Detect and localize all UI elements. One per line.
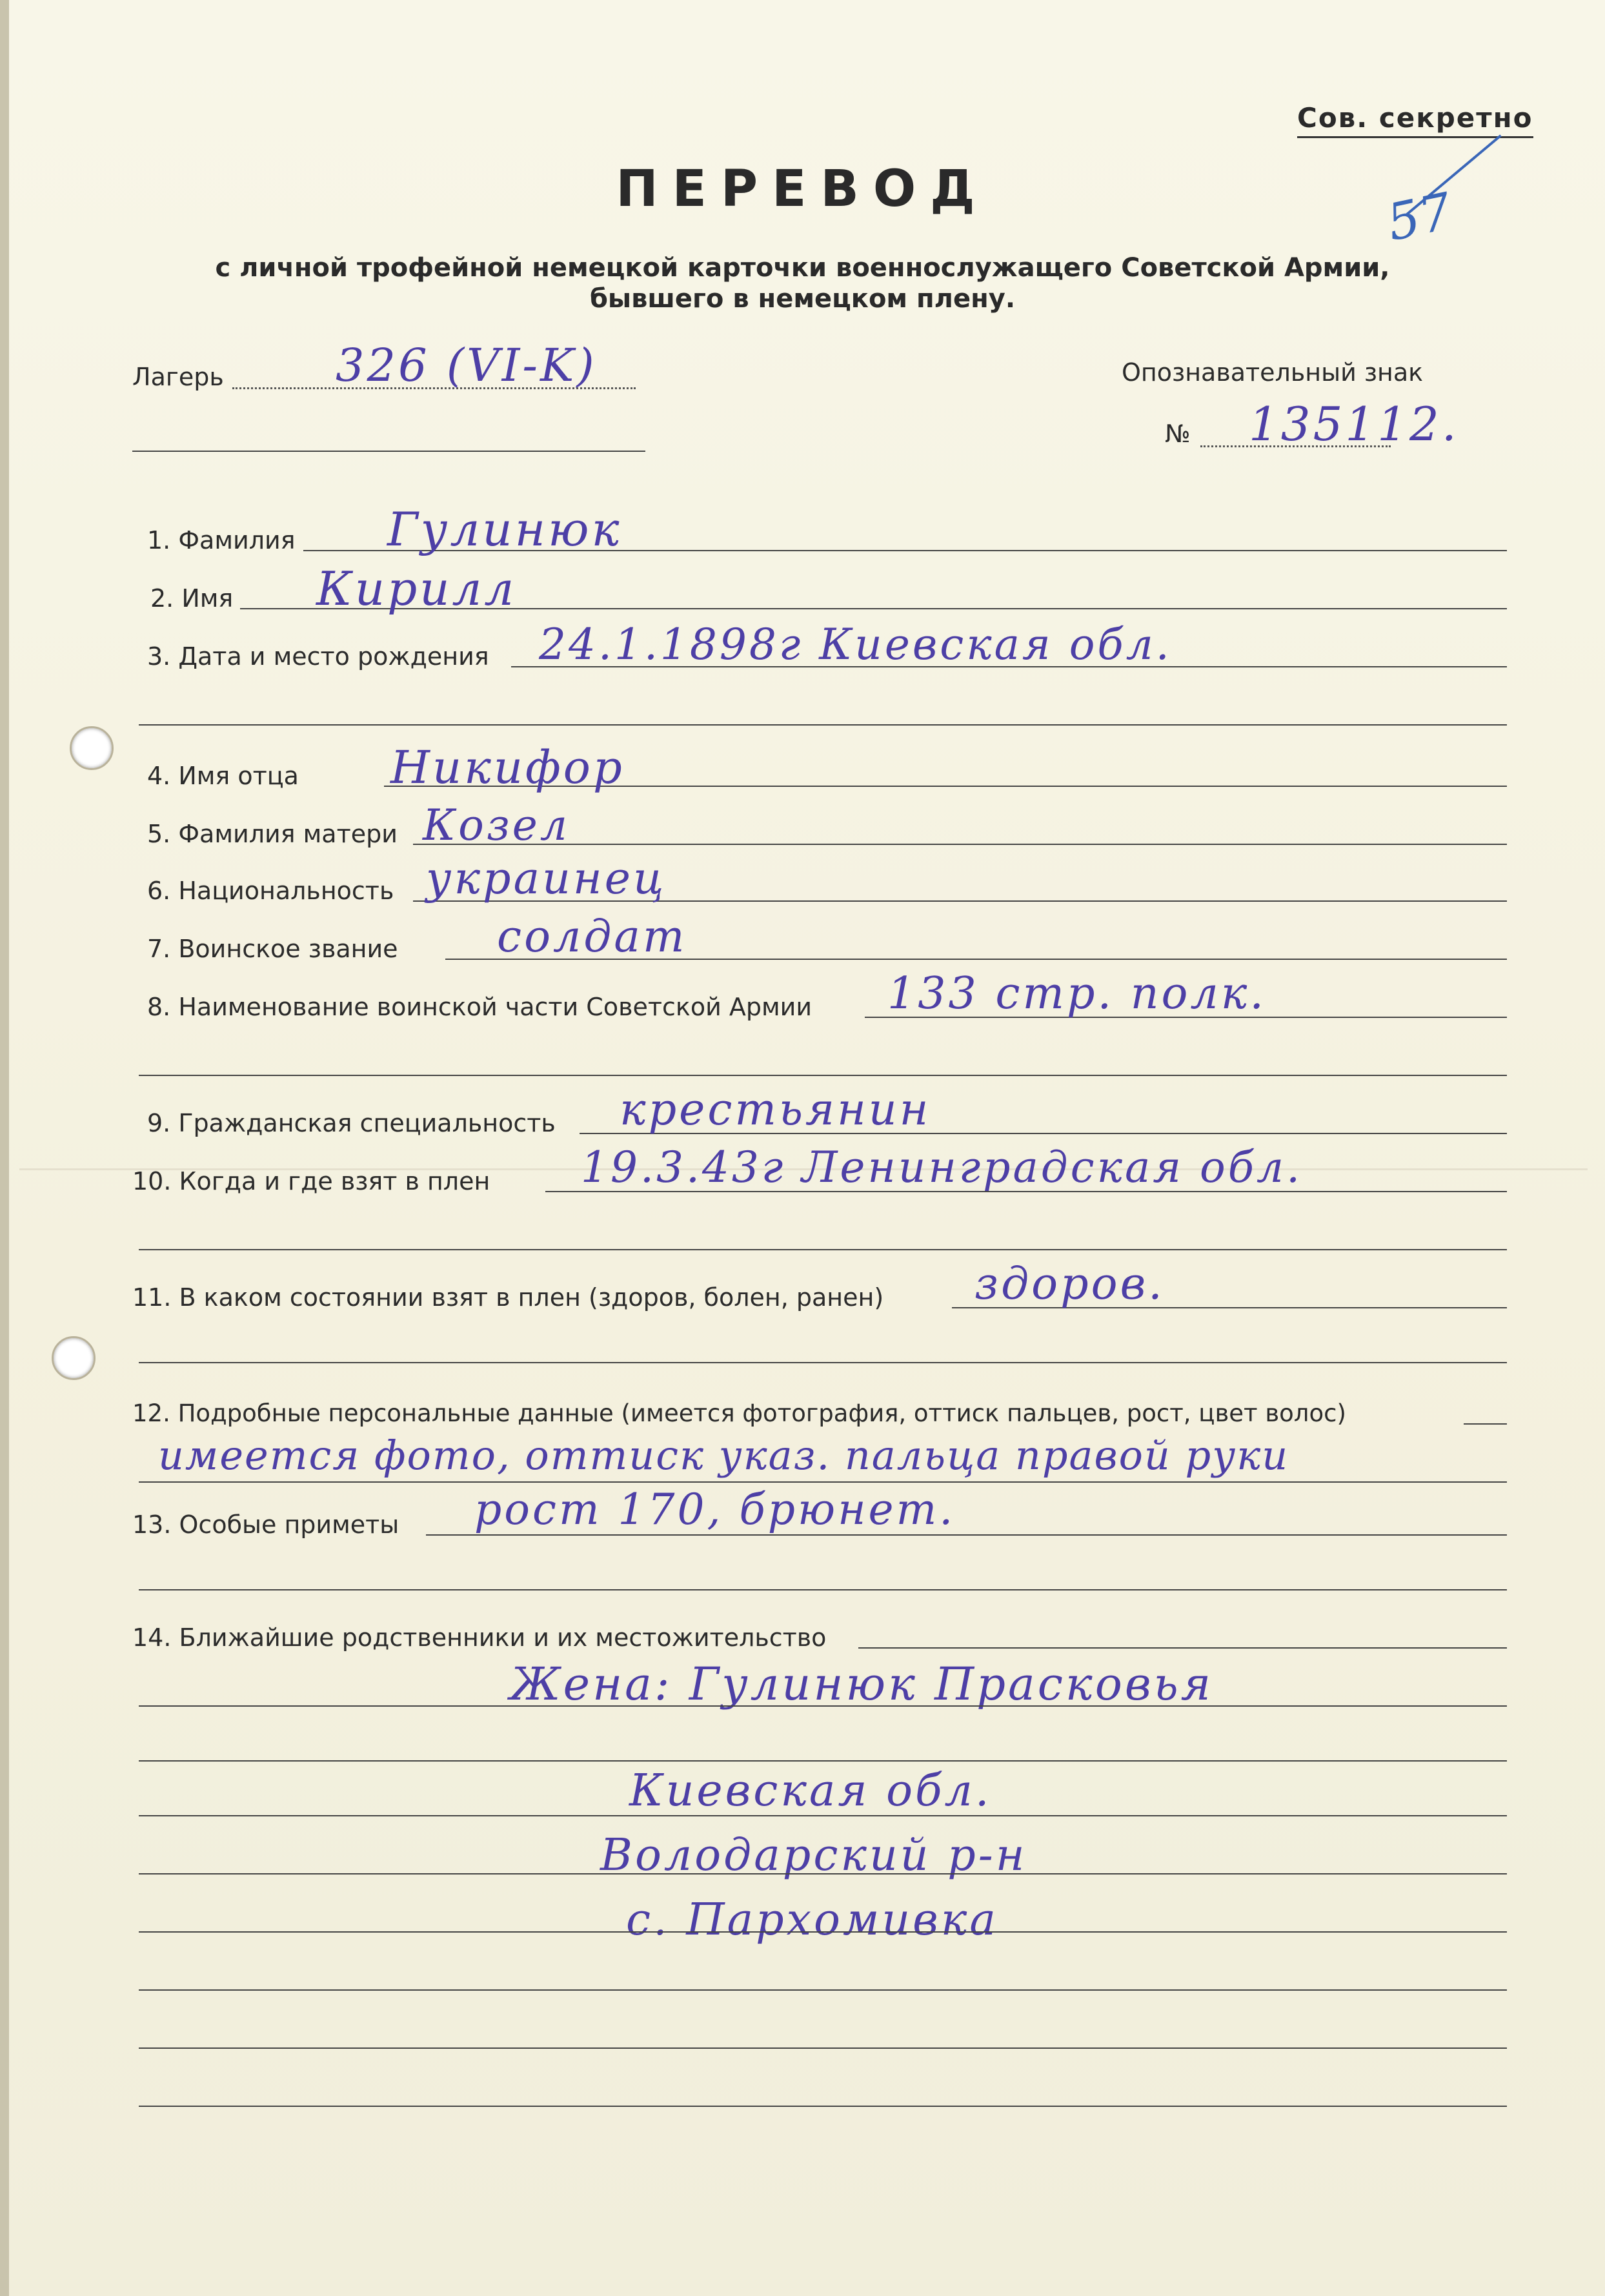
punch-hole-top	[70, 726, 114, 770]
field-13-value: рост 170, брюнет.	[474, 1485, 956, 1534]
field-5-label: 5. Фамилия матери	[147, 820, 398, 848]
field-3-extra-line	[139, 724, 1507, 726]
field-13-line	[426, 1534, 1507, 1536]
field-1-value: Гулинюк	[387, 502, 622, 556]
field-11-value: здоров.	[974, 1259, 1165, 1310]
id-tag-label: Опознавательный знак	[1122, 358, 1424, 387]
field-14-label: 14. Ближайшие родственники и их местожительство	[132, 1623, 827, 1652]
field-8-value: 133 стр. полк.	[887, 968, 1266, 1019]
field-6-label: 6. Национальность	[147, 877, 394, 905]
document-title: ПЕРЕВОД	[616, 160, 989, 218]
field-9-label: 9. Гражданская специальность	[147, 1109, 556, 1137]
field-13-extra-line	[139, 1589, 1507, 1590]
field-7-label: 7. Воинское звание	[147, 935, 398, 963]
classification-label: Сов. секретно	[1297, 102, 1533, 138]
field-14-line-3	[139, 1760, 1507, 1762]
field-3-value: 24.1.1898г Киевская обл.	[539, 620, 1172, 669]
field-2-label: 2. Имя	[150, 584, 234, 613]
field-12-tail-line	[1464, 1423, 1507, 1425]
field-5-line	[413, 844, 1507, 845]
camp-label: Лагерь	[132, 363, 224, 391]
field-14-line-6	[139, 1931, 1507, 1933]
field-5-value: Козел	[423, 800, 570, 850]
field-9-value: крестьянин	[620, 1084, 931, 1135]
field-12-line	[139, 1481, 1507, 1483]
field-14-line	[858, 1647, 1507, 1649]
field-2-value: Кирилл	[316, 562, 517, 616]
field-14-line-4	[139, 1815, 1507, 1816]
id-number-value: 135112.	[1249, 397, 1459, 451]
field-7-value: солдат	[497, 911, 687, 962]
camp-extra-line	[132, 451, 645, 452]
field-10-extra-line	[139, 1249, 1507, 1250]
field-11-extra-line	[139, 1362, 1507, 1363]
field-8-extra-line	[139, 1075, 1507, 1076]
scan-edge	[0, 0, 9, 2296]
field-14-line-7	[139, 1989, 1507, 1991]
field-14-value-2: Киевская обл.	[629, 1765, 992, 1816]
field-6-value: украинец	[426, 853, 667, 904]
margin-note: 57	[1382, 182, 1457, 253]
id-number-label: №	[1165, 420, 1191, 448]
field-13-label: 13. Особые приметы	[132, 1510, 399, 1539]
subtitle-line-2: бывшего в немецком плену.	[589, 284, 1016, 314]
field-4-value: Никифор	[390, 741, 625, 794]
field-3-label: 3. Дата и место рождения	[147, 642, 489, 671]
field-14-value-1: Жена: Гулинюк Прасковья	[510, 1658, 1214, 1711]
field-14-value-4: с. Пархомивка	[626, 1895, 998, 1946]
field-4-label: 4. Имя отца	[147, 762, 299, 790]
field-14-line-5	[139, 1873, 1507, 1874]
field-14-line-2	[139, 1705, 1507, 1707]
field-10-value: 19.3.43г Ленинградская обл.	[581, 1143, 1303, 1192]
field-12-value: имеется фото, оттиск указ. пальца правой руки	[158, 1432, 1289, 1479]
field-8-label: 8. Наименование воинской части Советской Армии	[147, 993, 813, 1021]
camp-value: 326 (VI-K)	[336, 339, 597, 392]
field-11-label: 11. В каком состоянии взят в плен (здоров, болен, ранен)	[132, 1283, 884, 1312]
field-12-label: 12. Подробные персональные данные (имеется фотография, оттиск пальцев, рост, цвет волос)	[132, 1399, 1346, 1427]
field-14-value-3: Володарский р-н	[600, 1830, 1027, 1881]
field-14-line-9	[139, 2106, 1507, 2107]
field-14-line-8	[139, 2047, 1507, 2049]
field-1-label: 1. Фамилия	[147, 526, 296, 554]
punch-hole-bottom	[52, 1336, 96, 1380]
field-10-label: 10. Когда и где взят в плен	[132, 1167, 490, 1195]
subtitle-line-1: с личной трофейной немецкой карточки военнослужащего Советской Армии,	[215, 253, 1390, 283]
